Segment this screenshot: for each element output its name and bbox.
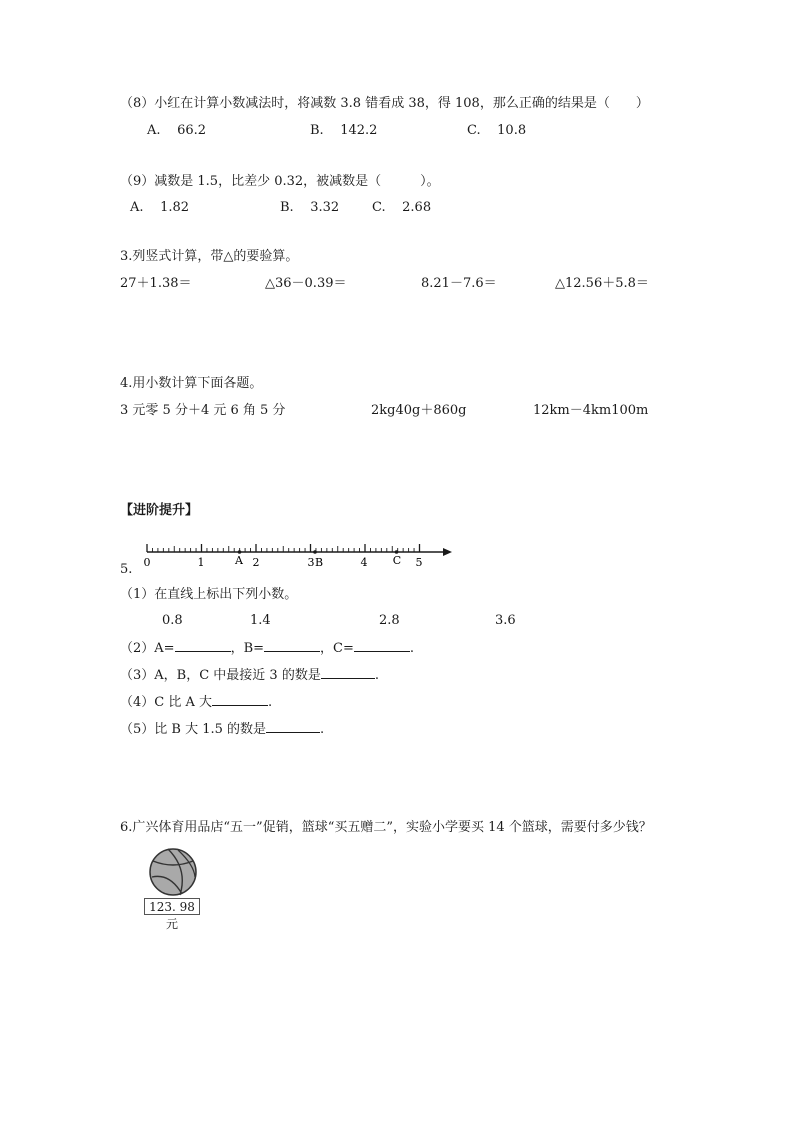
q3-item-2: △36－0.39＝ (265, 276, 347, 291)
tick-label-2: 2 (252, 556, 260, 569)
q3-title: 3.列竖式计算，带△的要验算。 (120, 249, 299, 264)
q5-sub4-end: . (268, 695, 273, 710)
tick-label-5: 5 (415, 556, 423, 569)
answer-blank-difference[interactable] (212, 693, 268, 706)
point-b-dot (313, 550, 317, 554)
point-label-b: B (314, 556, 324, 569)
q5-sub5-end: . (320, 722, 325, 737)
q4-item-1: 3 元零 5 分＋4 元 6 角 5 分 (120, 403, 286, 418)
q6-text: 6.广兴体育用品店“五一”促销，篮球“买五赠二”，实验小学要买 14 个篮球，需要付多少钱？ (120, 820, 652, 835)
q8-option-a-value: 66.2 (177, 123, 207, 138)
answer-blank-b[interactable] (264, 639, 320, 652)
q5-sub4 (120, 693, 272, 711)
number-line-ticks (147, 544, 420, 552)
q8-option-b-value: 142.2 (340, 123, 378, 138)
q8-option-b-label: B. (310, 123, 324, 138)
q5-sub3 (120, 666, 379, 684)
point-label-c: C (392, 554, 402, 567)
q9-option-b-label: B. (280, 200, 294, 215)
q9-stem: （9）减数是 1.5，比差少 0.32，被减数是（ ）。 (120, 174, 440, 189)
q9-option-a-value: 1.82 (160, 200, 190, 215)
q5-sub2-c-label: ，C= (320, 641, 354, 656)
q9-option-c (372, 200, 431, 216)
q5-sub2-b-label: ，B= (230, 641, 265, 656)
answer-blank-sum[interactable] (266, 720, 320, 733)
q4-item-3: 12km－4km100m (533, 403, 649, 418)
q5-sub5-text: （5）比 B 大 1.5 的数是 (120, 722, 267, 737)
answer-blank-c[interactable] (354, 639, 410, 652)
q8-option-a-label: A. (147, 123, 161, 138)
q5-sub3-end: . (374, 668, 379, 683)
q4-item-2: 2kg40g＋860g (371, 403, 467, 418)
q3-item-3: 8.21－7.6＝ (421, 276, 497, 291)
q5-sub1-text: （1）在直线上标出下列小数。 (120, 587, 298, 602)
q8-stem: （8）小红在计算小数减法时，将减数 3.8 错看成 38，得 108，那么正确的结果是（ ） (120, 96, 649, 111)
q5-sub1-value-2: 1.4 (250, 613, 271, 628)
point-label-a: A (235, 554, 243, 567)
q5-sub2-end: . (409, 641, 414, 656)
q8-option-c-label: C. (467, 123, 481, 138)
price-tag: 123. 98元 (144, 898, 200, 915)
q5-sub2-a-label: （2）A= (120, 641, 175, 656)
q8-option-a (147, 123, 206, 139)
q3-item-4: △12.56＋5.8＝ (555, 276, 649, 291)
q9-option-b-value: 3.32 (310, 200, 340, 215)
q5-sub1-value-4: 3.6 (495, 613, 516, 628)
q5-sub1-value-3: 2.8 (379, 613, 400, 628)
q8-option-b (310, 123, 377, 139)
number-line (135, 536, 475, 572)
q9-option-c-label: C. (372, 200, 386, 215)
tick-label-3: 3 (307, 556, 315, 569)
q9-option-c-value: 2.68 (402, 200, 432, 215)
answer-blank-closest[interactable] (321, 666, 375, 679)
q8-option-c (467, 123, 526, 139)
q8-option-c-value: 10.8 (497, 123, 527, 138)
number-line-arrow (443, 548, 452, 556)
tick-label-4: 4 (360, 556, 368, 569)
q5-number: 5. (120, 562, 133, 577)
q3-item-1: 27＋1.38＝ (120, 276, 192, 291)
q5-sub1-value-1: 0.8 (162, 613, 183, 628)
tick-label-0: 0 (143, 556, 151, 569)
q5-sub2 (120, 639, 414, 657)
answer-blank-a[interactable] (175, 639, 231, 652)
q9-option-a (130, 200, 189, 216)
q5-sub3-text: （3）A，B，C 中最接近 3 的数是 (120, 668, 321, 683)
q5-sub5 (120, 720, 324, 738)
q5-sub4-text: （4）C 比 A 大 (120, 695, 213, 710)
section-title: 【进阶提升】 (120, 503, 199, 518)
tick-label-1: 1 (197, 556, 205, 569)
q4-title: 4.用小数计算下面各题。 (120, 376, 263, 391)
q9-option-a-label: A. (130, 200, 144, 215)
basketball-icon (148, 847, 198, 897)
q9-option-b (280, 200, 339, 216)
